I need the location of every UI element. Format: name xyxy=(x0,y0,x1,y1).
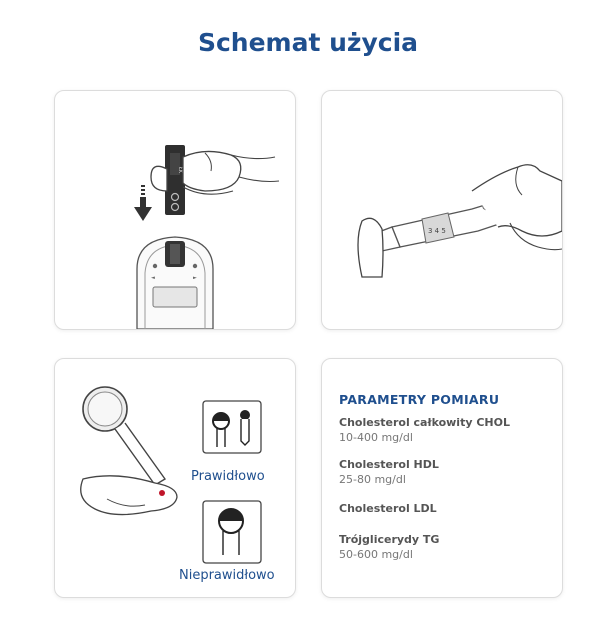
lancing-device-illustration xyxy=(322,91,562,329)
page-title: Schemat użycia xyxy=(197,28,419,57)
parameter-item xyxy=(339,416,510,444)
parameter-range: 25-80 mg/dl xyxy=(339,473,406,486)
step-insert-strip-card xyxy=(54,90,296,330)
parameter-range: 10-400 mg/dl xyxy=(339,431,413,444)
parameter-item xyxy=(339,458,439,486)
svg-text:◄: ◄ xyxy=(151,275,155,281)
insert-strip-illustration xyxy=(55,91,295,329)
step-lancing-card xyxy=(321,90,563,330)
svg-text:►: ► xyxy=(193,275,197,281)
correct-label: Prawidłowo xyxy=(191,469,265,484)
parameter-name: Trójglicerydy TG xyxy=(339,533,440,546)
parameter-range: 50-600 mg/dl xyxy=(339,548,413,561)
parameters-heading: PARAMETRY POMIARU xyxy=(339,392,500,407)
parameter-name: Cholesterol LDL xyxy=(339,502,437,515)
incorrect-label: Nieprawidłowo xyxy=(179,568,275,583)
blood-drop-icon xyxy=(159,490,165,496)
parameters-card xyxy=(321,358,563,598)
parameter-item xyxy=(339,502,437,517)
parameter-item xyxy=(339,533,439,561)
parameter-name: Cholesterol HDL xyxy=(339,458,439,471)
step-apply-sample-card xyxy=(54,358,296,598)
strip-label: ŁK xyxy=(177,167,183,174)
parameter-name: Cholesterol całkowity CHOL xyxy=(339,416,510,429)
svg-text:3 4 5: 3 4 5 xyxy=(428,227,446,235)
